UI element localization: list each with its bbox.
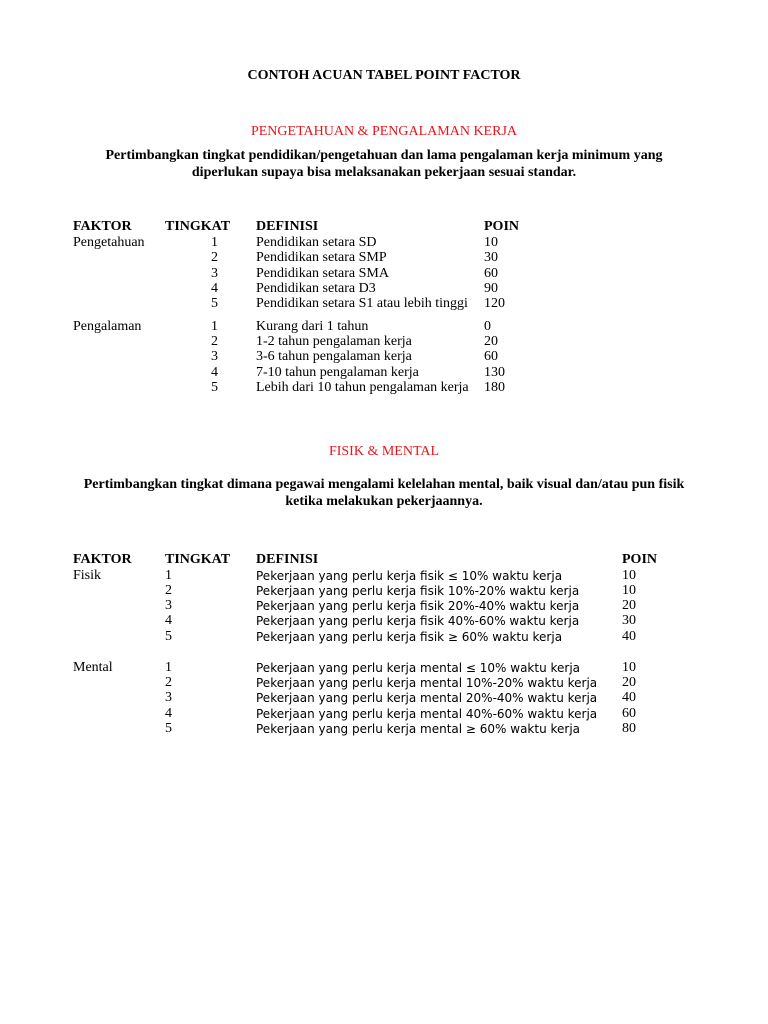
table-row [0, 598, 768, 614]
definisi-cell: 1-2 tahun pengalaman kerja [256, 334, 412, 349]
poin-cell: 60 [622, 706, 636, 721]
poin-cell: 40 [622, 629, 636, 644]
definisi-cell: Pendidikan setara SD [256, 235, 377, 250]
page-title: CONTOH ACUAN TABEL POINT FACTOR [247, 68, 521, 83]
tingkat-cell: 3 [165, 690, 172, 705]
table-row [0, 568, 768, 584]
tingkat-cell: 5 [211, 296, 218, 311]
poin-cell: 10 [622, 583, 636, 598]
definisi-cell: Pekerjaan yang perlu kerja mental ≤ 10% waktu kerja [256, 661, 581, 675]
poin-cell: 30 [622, 613, 636, 628]
faktor-label: Pengalaman [73, 319, 142, 334]
poin-cell: 10 [622, 660, 636, 675]
section-description-pengetahuan [60, 147, 708, 181]
poin-cell: 60 [484, 349, 498, 364]
poin-cell: 130 [484, 365, 505, 380]
table-row [0, 281, 768, 297]
header-poin: POIN [622, 552, 657, 567]
poin-cell: 10 [622, 568, 636, 583]
table-row [0, 690, 768, 706]
definisi-cell: Pendidikan setara SMP [256, 250, 387, 265]
table-row [0, 629, 768, 645]
poin-cell: 10 [484, 235, 498, 250]
faktor-label: Fisik [73, 568, 102, 583]
table-row [0, 365, 768, 381]
header-tingkat: TINGKAT [165, 219, 231, 234]
tingkat-cell: 1 [211, 319, 218, 334]
table-row [0, 721, 768, 737]
tingkat-cell: 4 [165, 706, 172, 721]
tingkat-cell: 3 [211, 349, 218, 364]
table-row [0, 319, 768, 335]
table-row [0, 349, 768, 365]
tingkat-cell: 2 [211, 334, 218, 349]
description-line: Pertimbangkan tingkat pendidikan/pengetahuan dan lama pengalaman kerja minimum yang [105, 148, 663, 163]
definisi-cell: Pekerjaan yang perlu kerja fisik ≥ 60% waktu kerja [256, 630, 563, 644]
section-description-fisik-mental [60, 476, 708, 510]
definisi-cell: Pendidikan setara SMA [256, 266, 389, 281]
definisi-cell: Pekerjaan yang perlu kerja mental 10%-20% waktu kerja [256, 676, 598, 690]
tingkat-cell: 5 [211, 380, 218, 395]
definisi-cell: Pendidikan setara D3 [256, 281, 376, 296]
table-row [0, 706, 768, 722]
tingkat-cell: 1 [211, 235, 218, 250]
table-row [0, 235, 768, 251]
table-row [0, 334, 768, 350]
tingkat-cell: 2 [211, 250, 218, 265]
table-header [0, 552, 768, 568]
definisi-cell: Pekerjaan yang perlu kerja fisik 40%-60% waktu kerja [256, 614, 580, 628]
poin-cell: 30 [484, 250, 498, 265]
poin-cell: 180 [484, 380, 505, 395]
table-row [0, 675, 768, 691]
tingkat-cell: 2 [165, 675, 172, 690]
tingkat-cell: 5 [165, 721, 172, 736]
header-poin: POIN [484, 219, 519, 234]
poin-cell: 60 [484, 266, 498, 281]
definisi-cell: Pekerjaan yang perlu kerja mental 40%-60% waktu kerja [256, 707, 598, 721]
tingkat-cell: 3 [211, 266, 218, 281]
table-row [0, 613, 768, 629]
poin-cell: 20 [622, 675, 636, 690]
description-line: Pertimbangkan tingkat dimana pegawai mengalami kelelahan mental, baik visual dan/atau pun fisik [83, 477, 685, 492]
poin-cell: 80 [622, 721, 636, 736]
tingkat-cell: 4 [211, 365, 218, 380]
definisi-cell: Lebih dari 10 tahun pengalaman kerja [256, 380, 469, 395]
definisi-cell: Pendidikan setara S1 atau lebih tinggi [256, 296, 468, 311]
table-row [0, 583, 768, 599]
definisi-cell: 3-6 tahun pengalaman kerja [256, 349, 412, 364]
tingkat-cell: 2 [165, 583, 172, 598]
definisi-cell: Kurang dari 1 tahun [256, 319, 369, 334]
definisi-cell: Pekerjaan yang perlu kerja fisik ≤ 10% waktu kerja [256, 569, 563, 583]
table-row [0, 296, 768, 312]
poin-cell: 20 [484, 334, 498, 349]
section-title-pengetahuan: PENGETAHUAN & PENGALAMAN KERJA [250, 124, 518, 139]
tingkat-cell: 3 [165, 598, 172, 613]
definisi-cell: 7-10 tahun pengalaman kerja [256, 365, 419, 380]
header-faktor: FAKTOR [73, 552, 132, 567]
table-row [0, 660, 768, 676]
poin-cell: 90 [484, 281, 498, 296]
section-title-fisik-mental: FISIK & MENTAL [328, 444, 440, 459]
faktor-label: Pengetahuan [73, 235, 145, 250]
tingkat-cell: 5 [165, 629, 172, 644]
tingkat-cell: 4 [165, 613, 172, 628]
poin-cell: 40 [622, 690, 636, 705]
table-header [0, 219, 768, 235]
tingkat-cell: 1 [165, 660, 172, 675]
tingkat-cell: 4 [211, 281, 218, 296]
poin-cell: 120 [484, 296, 505, 311]
definisi-cell: Pekerjaan yang perlu kerja mental 20%-40% waktu kerja [256, 691, 598, 705]
definisi-cell: Pekerjaan yang perlu kerja mental ≥ 60% waktu kerja [256, 722, 581, 736]
table-row [0, 380, 768, 396]
table-row [0, 250, 768, 266]
poin-cell: 0 [484, 319, 491, 334]
definisi-cell: Pekerjaan yang perlu kerja fisik 20%-40% waktu kerja [256, 599, 580, 613]
header-faktor: FAKTOR [73, 219, 132, 234]
header-definisi: DEFINISI [256, 219, 319, 234]
poin-cell: 20 [622, 598, 636, 613]
table-row [0, 266, 768, 282]
definisi-cell: Pekerjaan yang perlu kerja fisik 10%-20% waktu kerja [256, 584, 580, 598]
description-line: ketika melakukan pekerjaannya. [285, 494, 483, 509]
description-line: diperlukan supaya bisa melaksanakan pekerjaan sesuai standar. [191, 165, 577, 180]
faktor-label: Mental [73, 660, 113, 675]
header-definisi: DEFINISI [256, 552, 319, 567]
tingkat-cell: 1 [165, 568, 172, 583]
header-tingkat: TINGKAT [165, 552, 231, 567]
